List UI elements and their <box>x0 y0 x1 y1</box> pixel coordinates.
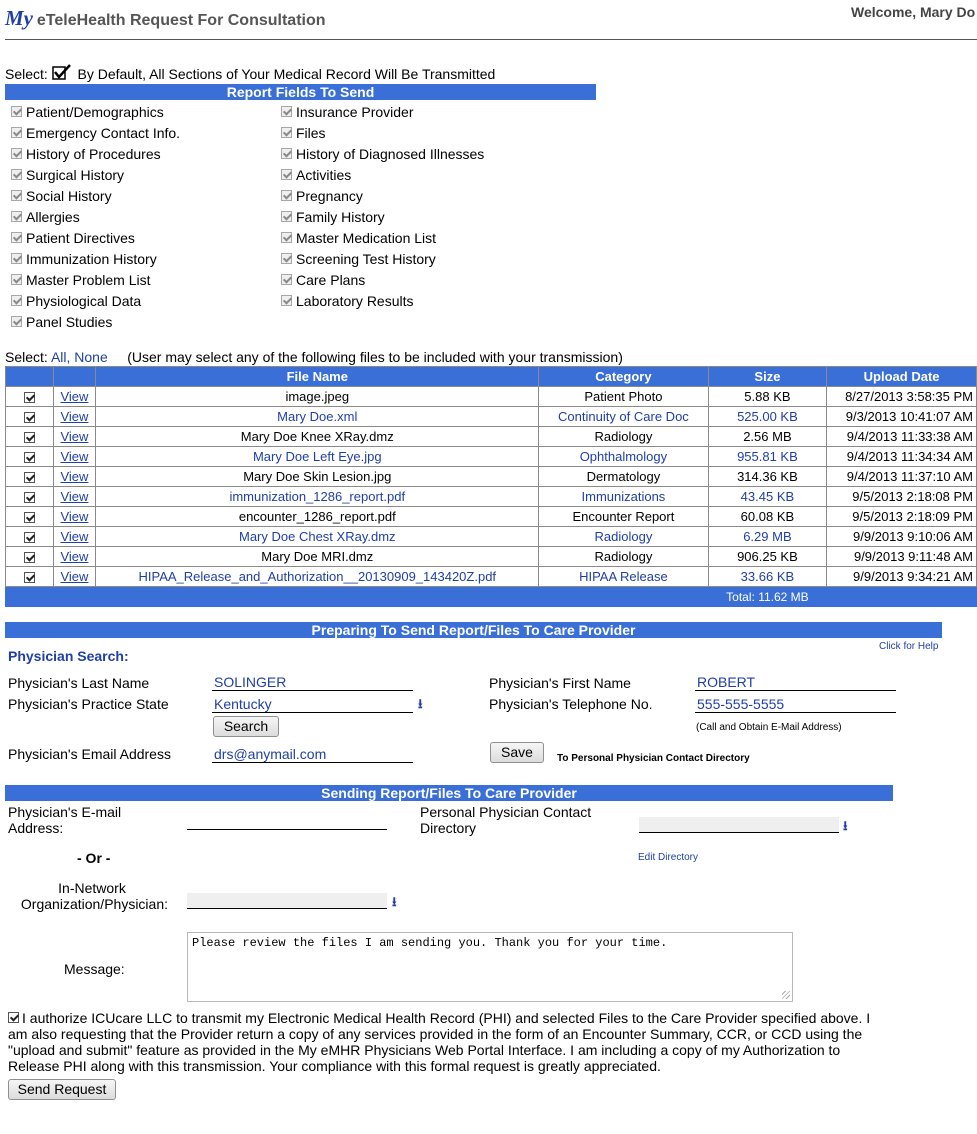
table-row <box>6 387 977 407</box>
category-cell: Dermatology <box>539 467 708 487</box>
report-field-label: Care Plans <box>296 272 366 288</box>
file-name-cell: Mary Doe Skin Lesion.jpg <box>96 467 539 487</box>
network-label: In-Network Organization/Physician: <box>20 880 168 912</box>
upload-date-cell: 9/9/2013 9:10:06 AM <box>827 527 977 547</box>
header <box>5 6 326 31</box>
report-field-item <box>11 270 150 291</box>
file-name-cell: image.jpeg <box>96 387 539 407</box>
size-cell: 314.36 KB <box>708 467 827 487</box>
report-field-checkbox[interactable] <box>11 232 22 243</box>
report-field-checkbox[interactable] <box>11 148 22 159</box>
report-field-label: Laboratory Results <box>296 293 414 309</box>
total-size: Total: 11.62 MB <box>708 587 827 607</box>
view-link[interactable]: View <box>60 549 89 564</box>
email-label: Physician's Email Address <box>8 746 171 762</box>
send-email-label: Physician's E-mail Address: <box>8 804 122 836</box>
save-note: To Personal Physician Contact Directory <box>557 753 750 764</box>
first-name-label: Physician's First Name <box>489 675 631 691</box>
upload-date-cell: 9/4/2013 11:37:10 AM <box>827 467 977 487</box>
report-field-label: Pregnancy <box>296 188 363 204</box>
file-name-cell: encounter_1286_report.pdf <box>96 507 539 527</box>
file-select-note: (User may select any of the following files to be included with your transmission) <box>127 349 623 365</box>
report-field-label: Surgical History <box>26 167 125 183</box>
last-name-label: Physician's Last Name <box>8 675 150 691</box>
header-file-name: File Name <box>96 367 539 387</box>
category-cell: Radiology <box>539 427 708 447</box>
report-field-label: Patient Directives <box>26 230 135 246</box>
message-textarea[interactable]: Please review the files I am sending you. Thank you for your time. <box>187 932 793 1002</box>
report-field-checkbox[interactable] <box>281 295 292 306</box>
report-field-item <box>11 249 157 270</box>
report-field-label: Immunization History <box>26 251 157 267</box>
file-checkbox[interactable] <box>24 432 35 443</box>
upload-date-cell: 9/9/2013 9:11:48 AM <box>827 547 977 567</box>
report-field-label: Physiological Data <box>26 293 142 309</box>
report-field-checkbox[interactable] <box>11 295 22 306</box>
header-category: Category <box>539 367 708 387</box>
report-field-label: Panel Studies <box>26 314 113 330</box>
report-field-item <box>11 312 112 333</box>
table-row <box>6 427 977 447</box>
report-field-checkbox[interactable] <box>281 190 292 201</box>
file-checkbox[interactable] <box>24 452 35 463</box>
category-cell: Patient Photo <box>539 387 708 407</box>
file-checkbox[interactable] <box>24 552 35 563</box>
report-field-label: History of Procedures <box>26 146 161 162</box>
table-row <box>6 507 977 527</box>
upload-date-cell: 9/5/2013 2:18:09 PM <box>827 507 977 527</box>
file-name-cell: Mary Doe.xml <box>96 407 539 427</box>
file-checkbox[interactable] <box>24 492 35 503</box>
report-field-label: Files <box>296 125 326 141</box>
directory-select[interactable] <box>639 817 839 833</box>
state-dropdown-arrow-icon[interactable]: ⭳ <box>418 696 423 711</box>
file-name-cell: immunization_1286_report.pdf <box>96 487 539 507</box>
files-table-header <box>6 367 977 387</box>
report-field-item <box>281 270 365 291</box>
view-link[interactable]: View <box>60 469 89 484</box>
report-field-item <box>11 123 180 144</box>
report-field-item <box>281 144 484 165</box>
select-default-row <box>5 64 495 82</box>
email-input[interactable]: drs@anymail.com <box>212 745 413 763</box>
report-field-label: Patient/Demographics <box>26 104 164 120</box>
files-table <box>5 366 977 607</box>
physician-search-label: Physician Search: <box>8 648 129 664</box>
report-field-label: Activities <box>296 167 352 183</box>
report-field-label: Family History <box>296 209 385 225</box>
files-table-footer <box>6 587 977 607</box>
edit-directory-link[interactable]: Edit Directory <box>638 852 699 863</box>
report-field-item <box>11 291 141 312</box>
report-field-checkbox[interactable] <box>281 253 292 264</box>
upload-date-cell: 9/4/2013 11:34:34 AM <box>827 447 977 467</box>
view-link[interactable]: View <box>60 449 89 464</box>
report-field-checkbox[interactable] <box>11 316 22 327</box>
network-dropdown-arrow-icon[interactable]: ⭳ <box>392 894 397 909</box>
report-field-checkbox[interactable] <box>281 211 292 222</box>
file-checkbox[interactable] <box>24 472 35 483</box>
select-label: Select: <box>5 66 48 82</box>
size-cell: 906.25 KB <box>708 547 827 567</box>
preparing-title: Preparing To Send Report/Files To Care Provider <box>5 622 942 638</box>
category-cell: Ophthalmology <box>539 447 708 467</box>
message-label: Message: <box>64 961 125 977</box>
view-link[interactable]: View <box>60 389 89 404</box>
view-link[interactable]: View <box>60 569 89 584</box>
category-cell: Continuity of Care Doc <box>539 407 708 427</box>
telephone-input[interactable]: 555-555-5555 <box>695 695 896 713</box>
report-field-item <box>11 186 112 207</box>
category-cell: Encounter Report <box>539 507 708 527</box>
report-field-label: Emergency Contact Info. <box>26 125 181 141</box>
authorization-checkbox[interactable] <box>8 1012 19 1023</box>
report-field-item <box>281 102 414 123</box>
help-link[interactable]: Click for Help <box>879 641 939 652</box>
report-field-checkbox[interactable] <box>11 253 22 264</box>
category-cell: HIPAA Release <box>539 567 708 587</box>
practice-state-label: Physician's Practice State <box>8 696 169 712</box>
file-name-cell: Mary Doe Knee XRay.dmz <box>96 427 539 447</box>
table-row <box>6 527 977 547</box>
file-checkbox[interactable] <box>24 572 35 583</box>
category-cell: Immunizations <box>539 487 708 507</box>
app-title: eTeleHealth Request For Consultation <box>36 12 326 29</box>
logo: My <box>5 6 33 30</box>
send-email-input[interactable] <box>187 814 387 830</box>
view-link[interactable]: View <box>60 489 89 504</box>
header-divider <box>5 39 977 40</box>
report-field-checkbox[interactable] <box>11 127 22 138</box>
report-field-item <box>11 165 124 186</box>
telephone-note: (Call and Obtain E-Mail Address) <box>696 722 842 733</box>
size-cell: 525.00 KB <box>708 407 827 427</box>
size-cell: 33.66 KB <box>708 567 827 587</box>
save-button[interactable]: Save <box>490 742 544 763</box>
category-cell: Radiology <box>539 527 708 547</box>
size-cell: 2.56 MB <box>708 427 827 447</box>
view-link[interactable]: View <box>60 529 89 544</box>
file-checkbox[interactable] <box>24 512 35 523</box>
report-field-checkbox[interactable] <box>11 211 22 222</box>
report-field-label: Insurance Provider <box>296 104 414 120</box>
size-cell: 955.81 KB <box>708 447 827 467</box>
table-row <box>6 447 977 467</box>
file-checkbox[interactable] <box>24 412 35 423</box>
authorization-text: I authorize ICUcare LLC to transmit my Electronic Medical Health Record (PHI) and selected Files to the Care Provider specified above. I am also requesting that the Provider return a copy of any services provided in the form of an Encounter Summary, CCR, or CCD using the "upload and submit" feature as provided in the My eMHR Physicians Web Portal Interface. I am including a copy of my Authorization to Release PHI along with this transmission. Your compliance with this formal request is greatly appreciated. <box>8 1010 871 1074</box>
telephone-label: Physician's Telephone No. <box>489 696 653 712</box>
report-field-label: History of Diagnosed Illnesses <box>296 146 485 162</box>
report-field-item <box>11 228 135 249</box>
size-cell: 60.08 KB <box>708 507 827 527</box>
table-row <box>6 547 977 567</box>
send-request-button[interactable]: Send Request <box>8 1079 116 1100</box>
report-field-checkbox[interactable] <box>281 106 292 117</box>
table-row <box>6 467 977 487</box>
file-checkbox[interactable] <box>24 532 35 543</box>
report-field-label: Master Medication List <box>296 230 437 246</box>
upload-date-cell: 9/3/2013 10:41:07 AM <box>827 407 977 427</box>
network-select[interactable] <box>187 893 387 909</box>
report-field-item <box>11 102 164 123</box>
or-text: - Or - <box>77 850 111 866</box>
report-field-label: Master Problem List <box>26 272 151 288</box>
category-cell: Radiology <box>539 547 708 567</box>
report-field-item <box>281 165 351 186</box>
practice-state-select[interactable]: Kentucky <box>212 695 413 713</box>
report-field-item <box>281 207 385 228</box>
file-name-cell: Mary Doe MRI.dmz <box>96 547 539 567</box>
directory-label: Personal Physician Contact Directory <box>420 804 592 836</box>
report-fields-title: Report Fields To Send <box>5 84 596 100</box>
view-link[interactable]: View <box>60 409 89 424</box>
report-field-item <box>11 144 161 165</box>
report-field-checkbox[interactable] <box>281 148 292 159</box>
report-field-label: Social History <box>26 188 112 204</box>
report-field-item <box>281 249 436 270</box>
report-field-checkbox[interactable] <box>11 106 22 117</box>
last-name-input[interactable]: SOLINGER <box>212 673 413 691</box>
file-name-cell: Mary Doe Left Eye.jpg <box>96 447 539 467</box>
report-field-item <box>281 228 436 249</box>
report-field-checkbox[interactable] <box>281 169 292 180</box>
report-field-label: Screening Test History <box>296 251 436 267</box>
report-field-checkbox[interactable] <box>11 190 22 201</box>
upload-date-cell: 9/4/2013 11:33:38 AM <box>827 427 977 447</box>
report-field-item <box>281 291 414 312</box>
report-field-checkbox[interactable] <box>11 274 22 285</box>
upload-date-cell: 9/5/2013 2:18:08 PM <box>827 487 977 507</box>
upload-date-cell: 8/27/2013 3:58:35 PM <box>827 387 977 407</box>
header-size: Size <box>708 367 827 387</box>
size-cell: 6.29 MB <box>708 527 827 547</box>
table-row <box>6 407 977 427</box>
report-field-item <box>281 186 363 207</box>
size-cell: 43.45 KB <box>708 487 827 507</box>
report-field-item <box>11 207 80 228</box>
upload-date-cell: 9/9/2013 9:34:21 AM <box>827 567 977 587</box>
search-button[interactable]: Search <box>213 716 279 737</box>
directory-dropdown-arrow-icon[interactable]: ⭳ <box>843 818 848 833</box>
report-field-item <box>281 123 326 144</box>
table-row <box>6 567 977 587</box>
file-select-label: Select: <box>5 349 48 365</box>
file-name-cell: Mary Doe Chest XRay.dmz <box>96 527 539 547</box>
select-default-text: By Default, All Sections of Your Medical Record Will Be Transmitted <box>77 66 496 82</box>
table-row <box>6 487 977 507</box>
report-field-checkbox[interactable] <box>281 127 292 138</box>
report-field-checkbox[interactable] <box>11 169 22 180</box>
report-field-label: Allergies <box>26 209 80 225</box>
header-upload-date: Upload Date <box>827 367 977 387</box>
select-all-link[interactable]: All <box>50 349 67 365</box>
authorization-row <box>8 1010 888 1074</box>
welcome-text: Welcome, Mary Do <box>851 4 976 20</box>
file-select-row: Select: All, None (User may select any of the following files to be included with your transmission) <box>5 349 623 365</box>
resize-grip-icon[interactable] <box>782 991 790 999</box>
view-link[interactable]: View <box>60 429 89 444</box>
first-name-input[interactable]: ROBERT <box>695 673 896 691</box>
select-none-link[interactable]: None <box>74 349 108 365</box>
view-link[interactable]: View <box>60 509 89 524</box>
file-checkbox[interactable] <box>24 392 35 403</box>
file-name-cell: HIPAA_Release_and_Authorization__20130909_143420Z.pdf <box>96 567 539 587</box>
report-field-checkbox[interactable] <box>281 274 292 285</box>
sending-title: Sending Report/Files To Care Provider <box>5 785 893 801</box>
checkmark-icon[interactable] <box>52 64 70 78</box>
report-field-checkbox[interactable] <box>281 232 292 243</box>
size-cell: 5.88 KB <box>708 387 827 407</box>
